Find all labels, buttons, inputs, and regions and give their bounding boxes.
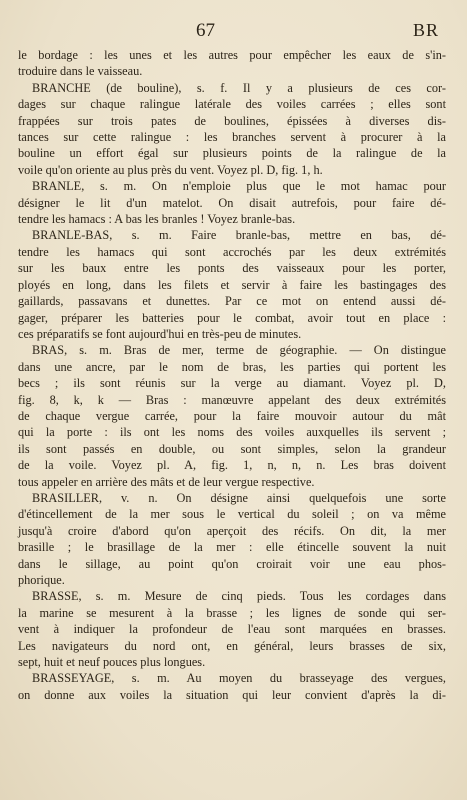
dictionary-entry xyxy=(18,490,446,588)
text-line: d'étincellement de la mer sous le vertical du soleil ; on va même xyxy=(18,507,446,522)
text-line: sur les baux entre les ponts des vaisseaux pour les porter, xyxy=(18,261,446,276)
text-line: voile qu'on oriente au plus près du vent. Voyez pl. D, fig. 1, h. xyxy=(18,162,323,177)
page-header xyxy=(0,20,467,44)
text-line: becs ; ils sont réunis sur la verge au diamant. Voyez pl. D, xyxy=(18,376,446,391)
text-line: bouline un effort égal sur plusieurs points de la ralingue de la xyxy=(18,146,446,161)
text-line: BRAS, s. m. Bras de mer, terme de géographie. — On distingue xyxy=(32,343,446,358)
text-line: de la voile. Voyez pl. A, fig. 1, n, n, n. Les bras doivent xyxy=(18,458,446,473)
text-line: la marine se mesurent à la brasse ; les lignes de sonde qui ser- xyxy=(18,605,446,620)
text-line: frappées sur trois pates de boulines, épissées à diverses dis- xyxy=(18,113,446,128)
text-line: tances sur cette ralingue : les branches servent à procurer à la xyxy=(18,130,446,145)
text-line: qui la porte : ils ont les noms des voiles auxquelles ils servent ; xyxy=(18,425,446,440)
text-line: tous appeler en arrière des mâts et de leur vergue respective. xyxy=(18,474,315,489)
text-line: fig. 8, k, k — Bras : manœuvre appelant des deux extrémités xyxy=(18,392,446,407)
dictionary-entry xyxy=(18,178,446,227)
dictionary-entry xyxy=(18,588,446,670)
text-line: on donne aux voiles la situation qui leur convient d'après la di- xyxy=(18,687,446,702)
text-line: BRASSE, s. m. Mesure de cinq pieds. Tous les cordages dans xyxy=(32,589,446,604)
text-line: tendre les hamacs : A bas les branles ! Voyez branle-bas. xyxy=(18,212,296,227)
text-line: gager, préparer les batteries pour le combat, avoir tout en place : xyxy=(18,310,446,325)
text-line: le bordage : les unes et les autres pour empêcher les eaux de s'in- xyxy=(18,48,446,62)
text-line: dans une ancre, par le nom de bras, les parties qui portent les xyxy=(18,359,446,374)
running-head: BR xyxy=(412,20,439,40)
text-line: troduire dans le vaisseau. xyxy=(18,64,143,79)
text-line: brasille ; le brasillage de la mer : elle étincelle souvent la nuit xyxy=(18,540,446,555)
text-line: BRASSEYAGE, s. m. Au moyen du brasseyage des vergues, xyxy=(32,671,446,686)
text-line: phorique. xyxy=(18,573,65,587)
text-line: BRASILLER, v. n. On désigne ainsi quelquefois une sorte xyxy=(32,490,446,505)
text-line: dages sur chaque ralingue latérale des voiles carrées ; elles sont xyxy=(18,97,446,112)
text-line: tendre les hamacs qui sont accrochés par les deux extrémités xyxy=(18,244,446,259)
text-line: Les navigateurs du nord ont, en général, leurs brasses de six, xyxy=(18,638,446,653)
text-line: ils sont passés en double, ou sont simples, selon la grandeur xyxy=(18,441,446,456)
text-line: vent à indiquer la profondeur de l'eau sont marquées en brasses. xyxy=(18,622,446,637)
dictionary-entry xyxy=(18,227,446,342)
dictionary-entry xyxy=(18,670,446,703)
text-line: BRANLE-BAS, s. m. Faire branle-bas, mettre en bas, dé- xyxy=(32,228,446,243)
text-line: ployés en long, dans les filets et servir à faire les bastingages des xyxy=(18,277,446,292)
dictionary-text xyxy=(18,47,446,703)
dictionary-entry xyxy=(18,47,446,80)
text-line: de chaque vergue carrée, pour la faire mouvoir autour du mât xyxy=(18,408,446,423)
text-line: dans le sillage, au point qu'on croirait voir une eau phos- xyxy=(18,556,446,571)
text-line: BRANCHE (de bouline), s. f. Il y a plusieurs de ces cor- xyxy=(32,80,446,95)
page-number: 67 xyxy=(196,20,215,41)
text-line: BRANLE, s. m. On n'emploie plus que le mot hamac pour xyxy=(32,179,446,194)
text-line: sept, huit et neuf pouces plus longues. xyxy=(18,655,206,670)
dictionary-entry xyxy=(18,342,446,490)
text-line: désigner le lit d'un matelot. On disait autrefois, pour faire dé- xyxy=(18,195,446,210)
dictionary-entry xyxy=(18,80,446,178)
text-line: ces préparatifs se font aujourd'hui en très-peu de minutes. xyxy=(18,326,302,341)
text-line: jusqu'à croire d'abord qu'on aperçoit des récifs. On dit, la mer xyxy=(18,523,446,538)
text-line: gaillards, passavans et dunettes. Par ce mot on entend aussi dé- xyxy=(18,294,446,309)
